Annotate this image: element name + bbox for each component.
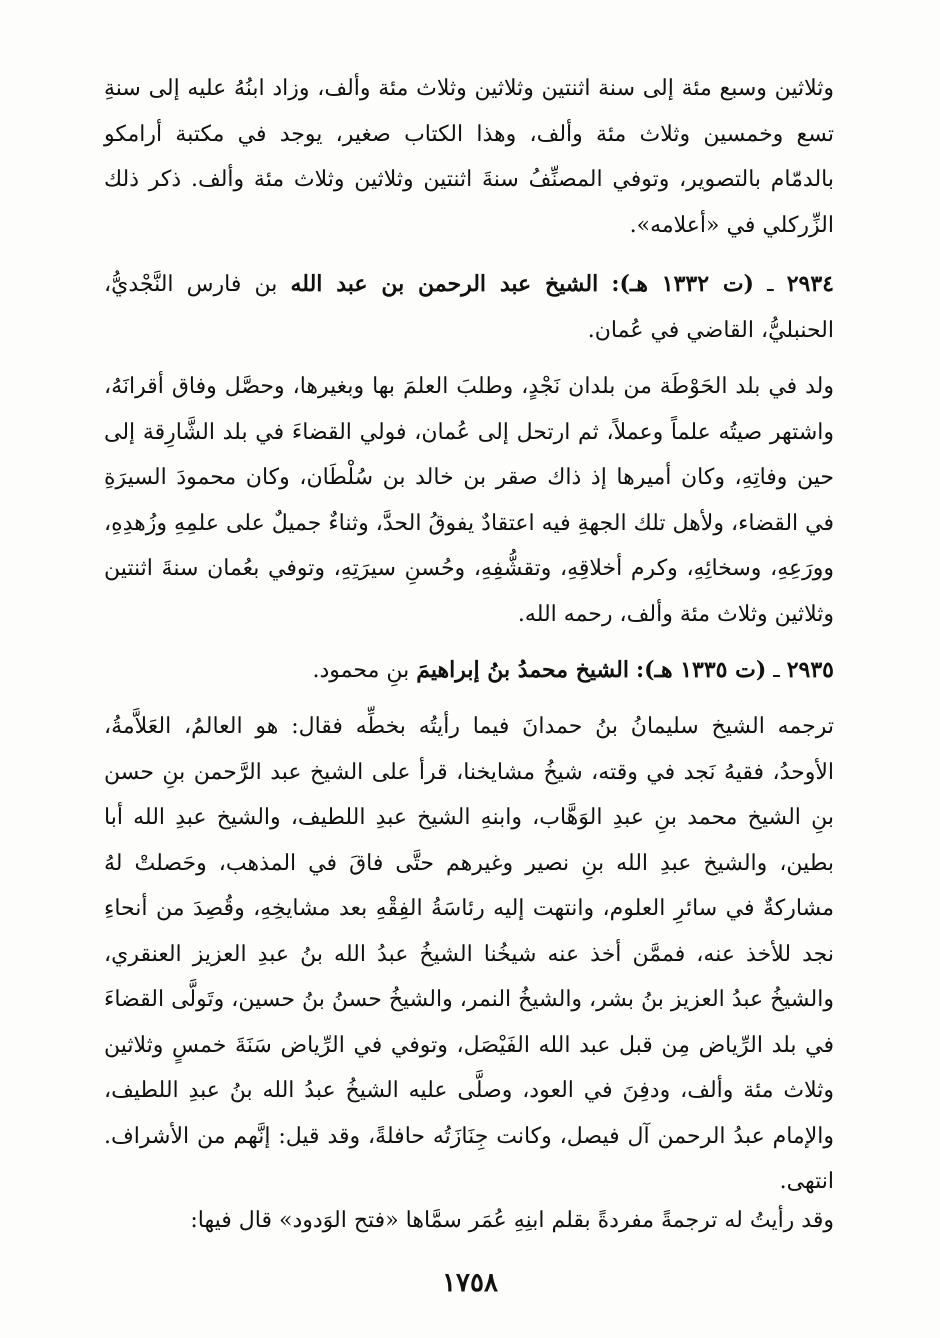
entry-2934-name: الشيخ عبد الرحمن بن عبد الله [290, 271, 599, 297]
entry-2935-name-rest: بنِ محمود. [312, 658, 410, 683]
entry-2935-final-line: وقد رأيتُ له ترجمةً مفردةً بقلم ابنِهِ عُمَر سمَّاها «فتح الوَدود» قال فيها: [190, 1208, 834, 1233]
page-number: ١٧٥٨ [442, 1268, 498, 1298]
entry-2935-date: (ت ١٣٣٥ هـ): [635, 657, 767, 683]
entry-2935-number: ٢٩٣٥ [786, 657, 834, 683]
intro-paragraph: وثلاثين وسبع مئة إلى سنة اثنتين وثلاثين وثلاث مئة وألف، وزاد ابنُهُ عليه إلى سنةِ تسع وخمسين وثلاث مئة وألف، وهذا الكتاب صغير، يوجد في مكتبة أرامكو بالدمّام بالتصوير، وتوفي المصنِّفُ سنةَ اثنتين وثلاثين وثلاث مئة وألف. ذكر ذلك الزِّركلي في «أعلامه». [104, 76, 834, 238]
entry-2935-name: الشيخ محمدُ بنُ إبراهيمَ [416, 657, 629, 683]
entry-2934-dash: ـ [753, 272, 774, 297]
entry-2934-date: (ت ١٣٣٢ هـ): [611, 271, 754, 297]
entry-2935-dash: ـ [766, 658, 780, 683]
entry-2935-body: ترجمه الشيخ سليمانُ بنُ حمدانَ فيما رأيتُه بخطِّه فقال: هو العالمُ، العَلاَّمةُ، الأوحدُ، فقيهُ نَجد في وقته، شيخُ مشايخنا، قرأ على الشيخ عبد الرَّحمن بنِ حسن بنِ الشيخ محمد بنِ عبدِ الوَهَّاب، وابنهِ الشيخ عبدِ اللطيف، والشيخ عبدِ الله أبا بطين، والشيخ عبدِ الله بنِ نصير وغيرهم حتَّى فاقَ في المذهب، وحَصلتْ لهُ مشاركةٌ في سائرِ العلوم، وانتهت إليه رئاسَةُ الفِقْهِ بعد مشايخِهِ، وقُصِدَ من أنحاءِ نجد للأخذ عنه، فممَّن أخذ عنه شيخُنا الشيخُ عبدُ الله بنُ عبدِ العزيز العنقري، والشيخُ عبدُ العزيز بنُ بشر، والشيخُ النمر، والشيخُ حسنُ بنُ حسين، وتَولَّى القضاءَ في بلد الرِّياض مِن قبل عبد الله الفَيْصَل، وتوفي في الرِّياض سَنَةَ خمسٍ وثلاثين وثلاث مئة وألف، ودفِنَ في العود، وصلَّى عليه الشيخُ عبدُ الله بنُ عبدِ اللطيف، والإمام عبدُ الرحمن آل فيصل، وكانت جِنَازَتُه حافلةً، وقد قيل: إنَّهم من الأشراف. انتهى. [104, 714, 835, 1194]
entry-2934-number: ٢٩٣٤ [786, 271, 834, 297]
entry-2934-heading [104, 262, 834, 353]
entry-2934-name-rest: بن فارس النَّجْديُّ، الحنبليُّ، القاضي في عُمان. [104, 272, 834, 343]
entry-2934-body: ولد في بلد الحَوْطَة من بلدان نَجْدٍ، وطلبَ العلمَ بها وبغيرها، وحصَّل وفاق أقرانَهُ، واشتهر صيتُه علماً وعملاً، ثم ارتحل إلى عُمان، فولي القضاءَ في بلد الشَّارِقة إلى حين وفاتِهِ، وكان أميرها إذ ذاك صقر بن خالد بن سُلْطَان، وكان محمودَ السيرَةِ في القضاء، ولأهل تلك الجهةِ فيه اعتقادٌ يفوقُ الحدَّ، وثناءٌ جميلٌ على علمِهِ وزُهدِهِ، وورَعِهِ، وسخائِهِ، وكرم أخلاقِهِ، وتقشُّفِهِ، وحُسنِ سيرَتِهِ، وتوفي بعُمان سنةَ اثنتين وثلاثين وثلاث مئة وألف، رحمه الله. [104, 374, 834, 627]
entry-2935-heading [104, 648, 834, 694]
